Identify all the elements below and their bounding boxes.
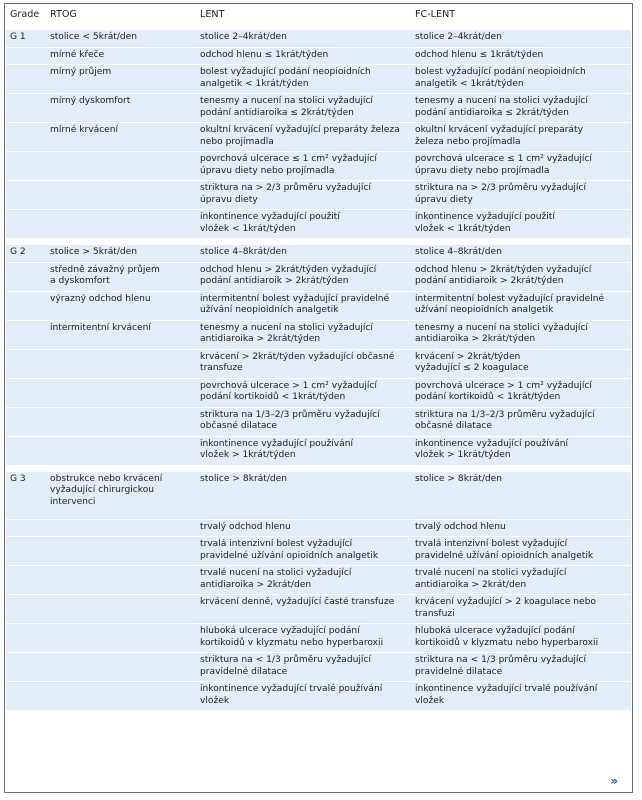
grade-label (6, 349, 46, 378)
grade-label (6, 378, 46, 407)
table-row (6, 349, 631, 378)
cell-line: nebo projímadla (200, 136, 274, 147)
cell-line: tenesmy a nucení na stolici vyžadující (200, 96, 373, 106)
cell-line: striktura na < 1/3 průměru vyžadující (200, 655, 371, 665)
cell-line: krvácení > 2krát/týden (415, 351, 521, 362)
cell-line: úpravu diety nebo projímadla (200, 165, 335, 176)
fc-lent-cell (411, 94, 631, 123)
cell-line: mírné křeče (50, 49, 105, 60)
fc-lent-cell (411, 123, 631, 152)
cell-line: vyžadující chirurgickou (50, 485, 155, 495)
rtog-cell (46, 595, 196, 624)
fc-lent-cell (411, 320, 631, 349)
lent-cell (196, 349, 411, 378)
lent-cell (196, 47, 411, 65)
lent-cell (196, 682, 411, 711)
rtog-cell (46, 65, 196, 94)
fc-lent-cell (411, 47, 631, 65)
cell-line: krvácení vyžadující > 2 koagulace nebo (415, 597, 596, 607)
grade-label (6, 595, 46, 624)
cell-line: transfuzi (415, 608, 455, 619)
lent-cell (196, 181, 411, 210)
cell-line: striktura na 1/3–2/3 průměru vyžadující (415, 409, 595, 420)
cell-line: povrchová ulcerace > 1 cm² vyžadující (200, 380, 377, 391)
fc-lent-cell (411, 245, 631, 263)
rtog-cell (46, 682, 196, 711)
cell-line: vložek < 1krát/týden (415, 223, 511, 234)
rtog-cell (46, 94, 196, 123)
rtog-cell (46, 349, 196, 378)
cell-line: povrchová ulcerace ≤ 1 cm² vyžadující (200, 154, 377, 164)
header-fc-lent: FC-LENT (415, 9, 456, 20)
table-row (6, 595, 631, 624)
cell-line: vložek > 1krát/týden (200, 450, 296, 460)
cell-line: inkontinence vyžadující použití (200, 212, 340, 222)
grade-label (6, 291, 46, 320)
lent-cell (196, 624, 411, 653)
rtog-cell (46, 378, 196, 407)
table-row (6, 30, 631, 48)
grade-label (6, 682, 46, 711)
fc-lent-cell (411, 291, 631, 320)
rtog-cell (46, 47, 196, 65)
grade-label (6, 566, 46, 595)
grade-section (6, 471, 631, 710)
cell-line: užívání neopioidních analgetik (200, 305, 339, 315)
rtog-cell (46, 407, 196, 436)
cell-line: krvácení denně, vyžadující časté transfuze (200, 597, 395, 607)
rtog-cell (46, 436, 196, 465)
grade-label (6, 262, 46, 291)
cell-line: antidiaroika > 2krát/den (415, 579, 527, 590)
table-row (6, 291, 631, 320)
grade-label (6, 471, 46, 519)
rtog-cell (46, 519, 196, 537)
table-row (6, 210, 631, 239)
cell-line: pravidelné dilatace (200, 666, 288, 677)
cell-line: podání kortikoidů < 1krát/týden (415, 392, 561, 402)
cell-line: striktura na < 1/3 průměru vyžadující (415, 655, 586, 665)
table-row (6, 407, 631, 436)
grade-label (6, 47, 46, 65)
cell-line: antidiaroika > 2krát/týden (415, 334, 536, 344)
fc-lent-cell (411, 152, 631, 181)
cell-line: G 3 (10, 473, 26, 484)
cell-line: inkontinence vyžadující trvalé používání (200, 684, 383, 694)
table-row (6, 152, 631, 181)
cell-line: vložek (415, 695, 445, 706)
cell-line: stolice 4–8krát/den (200, 247, 287, 257)
header-rtog: RTOG (50, 9, 77, 20)
rtog-cell (46, 262, 196, 291)
table-row (6, 436, 631, 465)
fc-lent-cell (411, 262, 631, 291)
rtog-cell (46, 30, 196, 48)
lent-cell (196, 595, 411, 624)
cell-line: tenesmy a nucení na stolici vyžadující (415, 96, 588, 106)
table-frame (4, 3, 633, 793)
cell-line: stolice < 5krát/den (50, 32, 138, 42)
table-row (6, 94, 631, 123)
cell-line: vložek < 1krát/týden (200, 223, 296, 234)
cell-line: podání antidiaroik > 2krát/týden (415, 276, 564, 286)
cell-line: pravidelné dilatace (415, 666, 503, 677)
table-row (6, 123, 631, 152)
lent-cell (196, 30, 411, 48)
grade-label (6, 30, 46, 48)
lent-cell (196, 94, 411, 123)
table-row (6, 519, 631, 537)
cell-line: výrazný odchod hlenu (50, 293, 151, 304)
next-page-icon[interactable]: » (610, 774, 618, 788)
cell-line: vyžadující ≤ 2 koagulace (415, 363, 529, 373)
header-row (6, 7, 631, 30)
header-grade: Grade (10, 9, 40, 20)
fc-lent-cell (411, 624, 631, 653)
table-row (6, 181, 631, 210)
table-row (6, 624, 631, 653)
fc-lent-cell (411, 436, 631, 465)
cell-line: trvalý odchod hlenu (200, 521, 291, 532)
rtog-cell (46, 245, 196, 263)
fc-lent-cell (411, 653, 631, 682)
cell-line: odchod hlenu > 2krát/týden vyžadující (200, 264, 377, 275)
table-row (6, 471, 631, 519)
table-row (6, 537, 631, 566)
cell-line: železa nebo projímadla (415, 136, 521, 147)
cell-line: analgetik < 1krát/týden (415, 78, 524, 89)
lent-cell (196, 320, 411, 349)
cell-line: podání antidiaroika ≤ 2krát/týden (200, 107, 354, 118)
lent-cell (196, 378, 411, 407)
cell-line: vložek (200, 695, 230, 706)
cell-line: stolice 2–4krát/den (415, 32, 502, 42)
cell-line: povrchová ulcerace ≤ 1 cm² vyžadující (415, 154, 592, 164)
cell-line: trvalé nucení na stolici vyžadující (200, 568, 352, 578)
cell-line: antidiaroika > 2krát/den (200, 579, 312, 590)
table-row (6, 65, 631, 94)
table-row (6, 245, 631, 263)
fc-lent-cell (411, 537, 631, 566)
cell-line: odchod hlenu ≤ 1krát/týden (200, 49, 329, 60)
fc-lent-cell (411, 519, 631, 537)
cell-line: podání kortikoidů < 1krát/týden (200, 392, 346, 402)
rtog-cell (46, 291, 196, 320)
lent-cell (196, 245, 411, 263)
grade-label (6, 181, 46, 210)
cell-line: hluboká ulcerace vyžadující podání (415, 626, 575, 636)
rtog-cell (46, 653, 196, 682)
cell-line: intervenci (50, 496, 96, 507)
grade-label (6, 245, 46, 263)
lent-cell (196, 210, 411, 239)
cell-line: intermitentní bolest vyžadující pravidelné (200, 293, 390, 304)
rtog-cell (46, 566, 196, 595)
grade-label (6, 210, 46, 239)
rtog-cell (46, 152, 196, 181)
grade-label (6, 320, 46, 349)
table-row (6, 566, 631, 595)
cell-line: G 2 (10, 247, 26, 257)
cell-line: analgetik < 1krát/týden (200, 78, 309, 89)
cell-line: trvalá intenzivní bolest vyžadující (415, 539, 568, 549)
grade-label (6, 519, 46, 537)
header-lent: LENT (200, 9, 225, 20)
rtog-cell (46, 624, 196, 653)
cell-line: odchod hlenu ≤ 1krát/týden (415, 49, 544, 60)
cell-line: občasné dilatace (200, 421, 278, 431)
cell-line: inkontinence vyžadující použití (415, 212, 555, 222)
rtog-cell (46, 181, 196, 210)
cell-line: stolice > 5krát/den (50, 247, 138, 257)
cell-line: striktura na > 2/3 průměru vyžadující (200, 183, 371, 193)
cell-line: užívání neopioidních analgetik (415, 305, 554, 315)
cell-line: okultní krvácení vyžadující preparáty (415, 125, 583, 135)
grade-section (6, 245, 631, 465)
lent-cell (196, 65, 411, 94)
fc-lent-cell (411, 378, 631, 407)
cell-line: stolice 4–8krát/den (415, 247, 502, 257)
cell-line: intermitentní krvácení (50, 322, 151, 333)
cell-line: okultní krvácení vyžadující preparáty železa (200, 125, 400, 135)
grade-label (6, 94, 46, 123)
fc-lent-cell (411, 566, 631, 595)
cell-line: stolice > 8krát/den (200, 473, 288, 484)
cell-line: bolest vyžadující podání neopioidních (200, 67, 371, 77)
cell-line: odchod hlenu > 2krát/týden vyžadující (415, 264, 592, 275)
rtog-cell (46, 537, 196, 566)
cell-line: G 1 (10, 32, 26, 42)
grade-label (6, 152, 46, 181)
table-row (6, 378, 631, 407)
grade-label (6, 624, 46, 653)
cell-line: striktura na > 2/3 průměru vyžadující (415, 183, 586, 193)
lent-cell (196, 537, 411, 566)
rtog-cell (46, 210, 196, 239)
table-row (6, 682, 631, 711)
cell-line: mírný průjem (50, 67, 112, 77)
cell-line: úpravu diety (200, 194, 258, 205)
cell-line: pravidelné užívání opioidních analgetik (415, 550, 594, 561)
lent-cell (196, 519, 411, 537)
table-row (6, 262, 631, 291)
rtog-cell (46, 320, 196, 349)
cell-line: transfuze (200, 363, 243, 373)
table-row (6, 320, 631, 349)
cell-line: stolice 2–4krát/den (200, 32, 287, 42)
cell-line: inkontinence vyžadující trvalé používání (415, 684, 598, 694)
lent-cell (196, 436, 411, 465)
cell-line: středně závažný průjem (50, 264, 160, 275)
lent-cell (196, 407, 411, 436)
cell-line: úpravu diety (415, 194, 473, 205)
lent-cell (196, 152, 411, 181)
fc-lent-cell (411, 65, 631, 94)
cell-line: striktura na 1/3–2/3 průměru vyžadující (200, 409, 380, 420)
lent-cell (196, 262, 411, 291)
fc-lent-cell (411, 595, 631, 624)
grading-table (6, 7, 631, 710)
cell-line: krvácení > 2krát/týden vyžadující občasné (200, 351, 395, 362)
cell-line: tenesmy a nucení na stolici vyžadující (415, 322, 588, 333)
rtog-cell (46, 471, 196, 519)
cell-line: trvalá intenzivní bolest vyžadující (200, 539, 353, 549)
cell-line: povrchová ulcerace > 1 cm² vyžadující (415, 380, 592, 391)
cell-line: občasné dilatace (415, 421, 493, 431)
cell-line: podání antidiaroika ≤ 2krát/týden (415, 107, 569, 118)
cell-line: inkontinence vyžadující používání (200, 438, 354, 449)
cell-line: trvalý odchod hlenu (415, 521, 506, 532)
fc-lent-cell (411, 407, 631, 436)
grade-label (6, 123, 46, 152)
cell-line: bolest vyžadující podání neopioidních (415, 67, 586, 77)
lent-cell (196, 471, 411, 519)
lent-cell (196, 566, 411, 595)
cell-line: intermitentní bolest vyžadující pravidelné (415, 293, 605, 304)
lent-cell (196, 653, 411, 682)
cell-line: mírný dyskomfort (50, 96, 131, 106)
grade-section (6, 30, 631, 239)
cell-line: antidiaroika > 2krát/týden (200, 334, 321, 344)
fc-lent-cell (411, 682, 631, 711)
fc-lent-cell (411, 349, 631, 378)
cell-line: trvalé nucení na stolici vyžadující (415, 568, 567, 578)
grade-label (6, 65, 46, 94)
grade-label (6, 653, 46, 682)
table-row (6, 653, 631, 682)
cell-line: mírné krvácení (50, 125, 119, 135)
fc-lent-cell (411, 30, 631, 48)
cell-line: kortikoidů v klyzmatu nebo hyperbaroxii (415, 637, 599, 648)
grade-label (6, 537, 46, 566)
cell-line: tenesmy a nucení na stolici vyžadující (200, 322, 373, 333)
fc-lent-cell (411, 471, 631, 519)
cell-line: podání antidiaroik > 2krát/týden (200, 276, 349, 286)
fc-lent-cell (411, 210, 631, 239)
cell-line: inkontinence vyžadující používání (415, 438, 569, 449)
cell-line: obstrukce nebo krvácení (50, 473, 163, 484)
rtog-cell (46, 123, 196, 152)
cell-line: kortikoidů v klyzmatu nebo hyperbaroxii (200, 637, 384, 648)
lent-cell (196, 291, 411, 320)
cell-line: úpravu diety nebo projímadla (415, 165, 550, 176)
cell-line: vložek > 1krát/týden (415, 450, 511, 460)
cell-line: a dyskomfort (50, 276, 110, 286)
table-row (6, 47, 631, 65)
fc-lent-cell (411, 181, 631, 210)
cell-line: hluboká ulcerace vyžadující podání (200, 626, 360, 636)
cell-line: stolice > 8krát/den (415, 473, 503, 484)
cell-line: pravidelné užívání opioidních analgetik (200, 550, 379, 561)
grade-label (6, 407, 46, 436)
lent-cell (196, 123, 411, 152)
grade-label (6, 436, 46, 465)
